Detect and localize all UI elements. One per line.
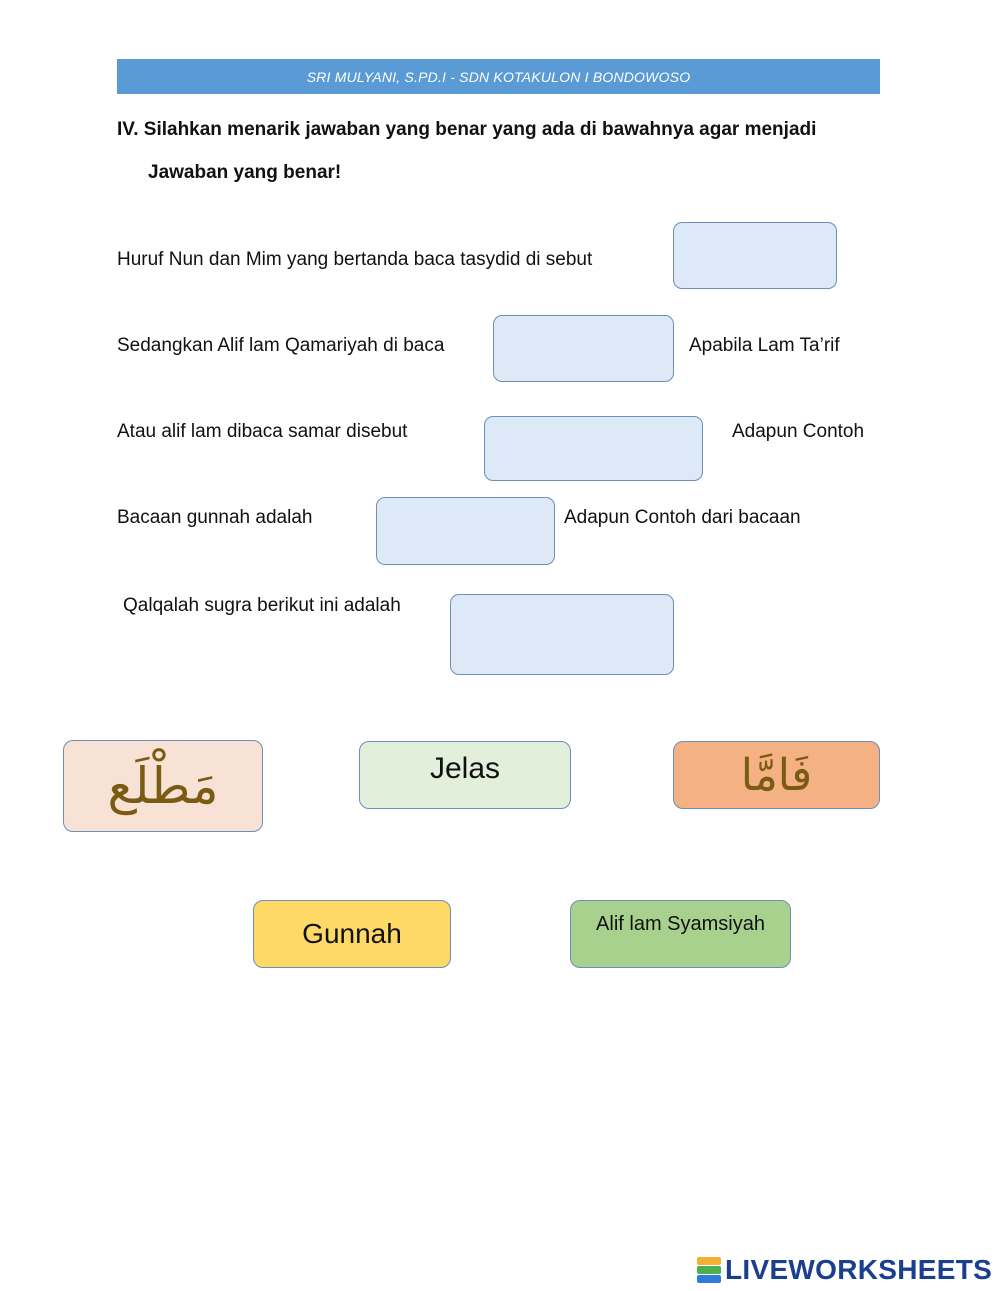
answer-card-alif-lam-syamsiyah[interactable] bbox=[570, 900, 791, 968]
question-4-text: Bacaan gunnah adalah bbox=[117, 507, 313, 528]
answer-drop-box-1[interactable] bbox=[673, 222, 837, 289]
answer-drop-box-3[interactable] bbox=[484, 416, 703, 481]
answer-card-gunnah[interactable] bbox=[253, 900, 451, 968]
header-title: SRI MULYANI, S.PD.I - SDN KOTAKULON I BONDOWOSO bbox=[306, 68, 691, 85]
question-5-text: Qalqalah sugra berikut ini adalah bbox=[123, 595, 401, 616]
instruction-line-2: Jawaban yang benar! bbox=[148, 162, 342, 183]
answer-drop-box-2[interactable] bbox=[493, 315, 674, 382]
question-3-after-text: Adapun Contoh bbox=[732, 421, 865, 442]
answer-card-mathla[interactable] bbox=[63, 740, 263, 832]
instruction-line-1: IV. Silahkan menarik jawaban yang benar yang ada di bawahnya agar menjadi bbox=[117, 119, 817, 140]
question-3-text: Atau alif lam dibaca samar disebut bbox=[117, 421, 408, 442]
question-1-text: Huruf Nun dan Mim yang bertanda baca tasydid di sebut bbox=[117, 249, 593, 270]
header-bar bbox=[117, 59, 880, 94]
question-2-text: Sedangkan Alif lam Qamariyah di baca bbox=[117, 335, 445, 356]
answer-card-gunnah-label: Gunnah bbox=[302, 918, 402, 949]
answer-card-mathla-label: مَطْلَع bbox=[107, 757, 219, 815]
answer-drop-box-4[interactable] bbox=[376, 497, 555, 565]
question-4-after-text: Adapun Contoh dari bacaan bbox=[564, 507, 801, 528]
answer-card-alif-lam-syamsiyah-label: Alif lam Syamsiyah bbox=[596, 913, 765, 935]
answer-drop-box-5[interactable] bbox=[450, 594, 674, 675]
answer-card-jelas-label: Jelas bbox=[429, 752, 501, 785]
liveworksheets-logo-icon bbox=[697, 1257, 721, 1283]
answer-card-jelas[interactable] bbox=[359, 741, 571, 809]
question-2-after-text: Apabila Lam Ta’rif bbox=[689, 335, 840, 356]
liveworksheets-logo[interactable] bbox=[697, 1255, 992, 1285]
answer-card-fa-amma-label: فَامَّا bbox=[740, 749, 813, 801]
answer-card-fa-amma[interactable] bbox=[673, 741, 880, 809]
liveworksheets-logo-text: LIVEWORKSHEETS bbox=[725, 1254, 993, 1285]
